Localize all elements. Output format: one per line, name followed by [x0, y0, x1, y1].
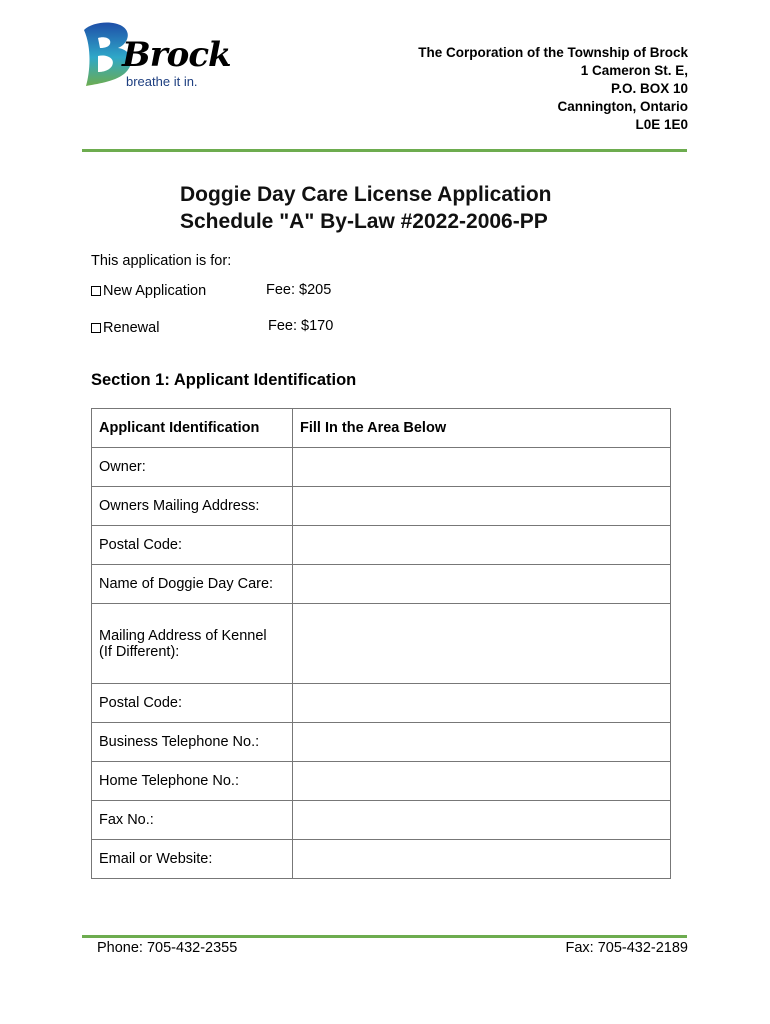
table-header-field: Applicant Identification — [92, 409, 293, 448]
field-input-postal-code[interactable] — [293, 526, 671, 565]
field-input-fax[interactable] — [293, 801, 671, 840]
field-label-fax: Fax No.: — [92, 801, 293, 840]
document-title — [180, 181, 551, 235]
table-row — [92, 565, 671, 604]
new-application-checkbox[interactable] — [91, 286, 101, 296]
brock-logo — [78, 16, 231, 94]
new-application-label: New Application — [103, 283, 207, 299]
footer-divider — [82, 935, 687, 938]
table-row — [92, 526, 671, 565]
table-row — [92, 684, 671, 723]
field-label-email-website: Email or Website: — [92, 840, 293, 879]
brock-logo-graphic — [78, 16, 231, 94]
address-line: Cannington, Ontario — [557, 99, 688, 114]
new-application-fee: Fee: $205 — [266, 282, 332, 298]
section-1-heading: Section 1: Applicant Identification — [91, 371, 357, 389]
field-input-owner[interactable] — [293, 448, 671, 487]
table-row — [92, 487, 671, 526]
table-row — [92, 448, 671, 487]
municipal-address — [418, 44, 688, 134]
renewal-checkbox[interactable] — [91, 323, 101, 333]
renewal-label: Renewal — [103, 320, 160, 336]
field-input-email-website[interactable] — [293, 840, 671, 879]
table-row — [92, 723, 671, 762]
table-row — [92, 762, 671, 801]
table-row — [92, 840, 671, 879]
address-line: The Corporation of the Township of Brock — [418, 45, 688, 60]
field-input-owners-mailing-address[interactable] — [293, 487, 671, 526]
option-renewal[interactable] — [91, 320, 159, 336]
table-row — [92, 604, 671, 684]
field-label-owners-mailing-address: Owners Mailing Address: — [92, 487, 293, 526]
field-input-kennel-mailing-address[interactable] — [293, 604, 671, 684]
logo-wordmark: Brock — [122, 35, 231, 75]
address-line: 1 Cameron St. E, — [580, 63, 688, 78]
table-header-row — [92, 409, 671, 448]
table-row — [92, 801, 671, 840]
option-new-application[interactable] — [91, 283, 206, 299]
footer-fax: Fax: 705-432-2189 — [565, 940, 688, 956]
field-input-business-telephone[interactable] — [293, 723, 671, 762]
field-input-home-telephone[interactable] — [293, 762, 671, 801]
field-label-kennel-postal-code: Postal Code: — [92, 684, 293, 723]
field-input-kennel-postal-code[interactable] — [293, 684, 671, 723]
footer-phone: Phone: 705-432-2355 — [97, 940, 238, 956]
title-line-2: Schedule "A" By-Law #2022-2006-PP — [180, 210, 548, 233]
renewal-fee: Fee: $170 — [268, 318, 334, 334]
field-label-business-telephone: Business Telephone No.: — [92, 723, 293, 762]
field-label-owner: Owner: — [92, 448, 293, 487]
applicant-identification-table — [91, 408, 671, 879]
field-label-home-telephone: Home Telephone No.: — [92, 762, 293, 801]
table-header-fill: Fill In the Area Below — [293, 409, 671, 448]
title-line-1: Doggie Day Care License Application — [180, 183, 552, 206]
field-label-doggie-day-care-name: Name of Doggie Day Care: — [92, 565, 293, 604]
application-for-label: This application is for: — [91, 253, 232, 269]
field-label-kennel-mailing-address: Mailing Address of Kennel (If Different): — [92, 604, 293, 684]
field-label-postal-code: Postal Code: — [92, 526, 293, 565]
logo-tagline: breathe it in. — [126, 74, 198, 89]
header-divider — [82, 149, 687, 152]
field-input-doggie-day-care-name[interactable] — [293, 565, 671, 604]
address-line: P.O. BOX 10 — [610, 81, 688, 96]
address-line: L0E 1E0 — [635, 117, 688, 132]
